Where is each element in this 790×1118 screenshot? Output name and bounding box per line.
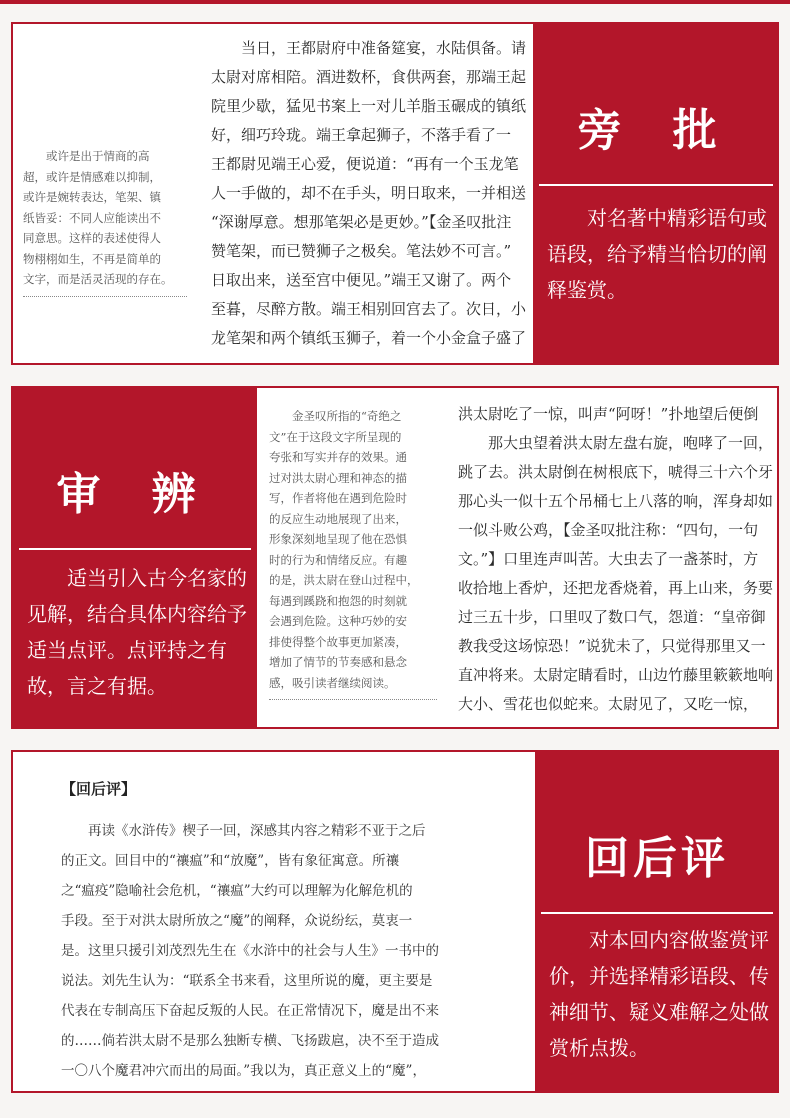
description-text: 对本回内容做鉴赏评价，并选择精彩语段、传神细节、疑义难解之处做赏析点拨。 (549, 928, 769, 1060)
text-line: 好，细巧玲珑。端王拿起狮子，不落手看了一 (211, 126, 512, 144)
text-line: 跳了去。洪太尉倒在树根底下，唬得三十六个牙 (458, 463, 774, 481)
novel-excerpt (211, 34, 533, 359)
card-chapter-review (11, 750, 779, 1093)
note-line: 文”在于这段文字所呈现的 (269, 429, 402, 444)
dotted-divider (269, 699, 437, 700)
feature-title: 审 辨 (56, 469, 214, 520)
note-line: 物栩栩如生，不再是简单的 (23, 251, 161, 266)
text-line: 那心头一似十五个吊桶七上八落的响，浑身却如 (458, 492, 774, 510)
note-line: 文字，而是活灵活现的存在。 (23, 272, 173, 286)
note-line: 超，或许是情感难以抑制， (23, 169, 161, 184)
text-line: 人一手做的，却不在手头，明日取来，一并相送 (211, 184, 527, 202)
text-line: 至暮，尽醉方散。端王相别回宫去了。次日，小 (211, 300, 527, 318)
text-line: 文。”】口里连声叫苦。大虫去了一盏茶时，方 (458, 550, 759, 568)
text-line: 龙笔架和两个镇纸玉狮子，着一个小金盒子盛了 (211, 329, 527, 347)
feature-panel (13, 388, 257, 727)
text-line: 洪太尉吃了一惊，叫声“阿呀！”扑地望后便倒 (458, 405, 759, 423)
note-line: 纸皆妥：不同人应能读出不 (23, 210, 161, 225)
text-line: 王都尉见端王心爱，便说道：“再有一个玉龙笔 (211, 155, 519, 173)
text-line: 一似斗败公鸡，【金圣叹批注称：“四句，一句 (458, 521, 759, 539)
note-line: 增加了情节的节奏感和悬念 (269, 655, 407, 669)
feature-panel (535, 752, 779, 1091)
title-divider (539, 184, 773, 186)
feature-title: 回后评 (585, 833, 729, 884)
note-line: 的反应生动地展现了出来， (269, 511, 407, 526)
novel-excerpt (458, 400, 779, 725)
feature-description (549, 922, 769, 1066)
note-line: 过对洪太尉心理和神态的描 (269, 470, 407, 485)
title-divider (541, 912, 773, 914)
note-line: 每遇到蹊跷和抱怨的时刻就 (269, 593, 407, 608)
note-line: 写，作者将他在遇到危险时 (269, 491, 407, 505)
feature-title: 旁 批 (577, 105, 735, 156)
note-line: 夸张和写实并存的效果。通 (269, 450, 407, 464)
note-line: 时的行为和情绪反应。有趣 (269, 552, 407, 567)
review-line: 再读《水浒传》楔子一回，深感其内容之精彩不亚于之后 (61, 823, 426, 839)
description-text: 适当引入古今名家的见解，结合具体内容给予适当点评。点评持之有故，言之有据。 (27, 566, 247, 698)
note-line: 的是，洪太尉在登山过程中， (269, 573, 419, 587)
top-accent-line (0, 0, 790, 4)
review-heading: 【回后评】 (61, 780, 137, 798)
text-line: 直冲将来。太尉定睛看时，山边竹藤里簌簌地响 (458, 666, 774, 684)
review-line: 说法。刘先生认为：“联系全书来看，这里所说的魔，更主要是 (61, 973, 433, 989)
note-line: 排使得整个故事更加紧凑， (269, 634, 407, 649)
text-line: 收拾地上香炉，还把龙香烧着，再上山来，务要 (458, 579, 774, 597)
text-line: 院里少歇，猛见书案上一对儿羊脂玉碾成的镇纸 (211, 97, 527, 115)
review-line: 之“瘟疫”隐喻社会危机，“禳瘟”大约可以理解为化解危机的 (61, 883, 413, 899)
review-line: 手段。至于对洪太尉所放之“魔”的阐释，众说纷纭，莫衷一 (61, 913, 413, 929)
review-line: 的……倘若洪太尉不是那么独断专横、飞扬跋扈，决不至于造成 (61, 1033, 439, 1049)
feature-description (547, 200, 769, 308)
note-line: 或许是出于情商的高 (23, 149, 150, 163)
dotted-divider (23, 296, 187, 297)
note-line: 会遇到危险。这种巧妙的安 (269, 614, 407, 628)
title-divider (19, 548, 251, 550)
text-line: 赞笔架，而已赞狮子之极矣。笔法妙不可言。” (211, 242, 512, 260)
note-line: 形象深刻地呈现了他在恐惧 (269, 532, 407, 546)
review-line: 代表在专制高压下奋起反叛的人民。在正常情况下，魔是出不来 (61, 1003, 439, 1019)
card-side-annotation (11, 22, 779, 365)
text-line: “深谢厚意。想那笔架必是更妙。”【金圣叹批注 (211, 213, 512, 231)
review-line: 的正文。回目中的“禳瘟”和“放魔”，皆有象征寓意。所禳 (61, 853, 400, 869)
side-note (23, 146, 187, 297)
card-critical-review (11, 386, 779, 729)
note-line: 金圣叹所指的“奇绝之 (269, 409, 402, 423)
note-line: 感，吸引读者继续阅读。 (269, 675, 396, 690)
text-line: 教我受这场惊恐！”说犹未了，只觉得那里又一 (458, 637, 766, 655)
note-line: 同意思。这样的表述使得人 (23, 231, 161, 245)
description-text: 对名著中精彩语句或语段，给予精当恰切的阐释鉴赏。 (547, 206, 767, 302)
note-line: 或许是婉转表达，笔架、镇 (23, 190, 161, 204)
feature-description (27, 560, 247, 704)
text-line: 过三五十步，口里叹了数口气，怨道：“皇帝御 (458, 608, 766, 626)
text-line: 大小、雪花也似蛇来。太尉见了，又吃一惊， (458, 695, 759, 713)
text-line: 太尉对席相陪。酒进数杯，食供两套，那端王起 (211, 68, 527, 86)
review-line: 一〇八个魔君冲穴而出的局面。”我以为，真正意义上的“魔”， (61, 1063, 426, 1079)
text-line: 日取出来，送至宫中便见。”端王又谢了。两个 (211, 271, 512, 289)
feature-panel (533, 24, 779, 363)
review-line: 是。这里只援引刘茂烈先生在《水浒中的社会与人生》一书中的 (61, 943, 439, 959)
review-body (61, 816, 501, 1086)
side-note (269, 406, 437, 700)
text-line: 那大虫望着洪太尉左盘右旋，咆哮了一回， (458, 434, 774, 452)
text-line: 当日，王都尉府中准备筵宴，水陆俱备。请 (211, 39, 527, 57)
